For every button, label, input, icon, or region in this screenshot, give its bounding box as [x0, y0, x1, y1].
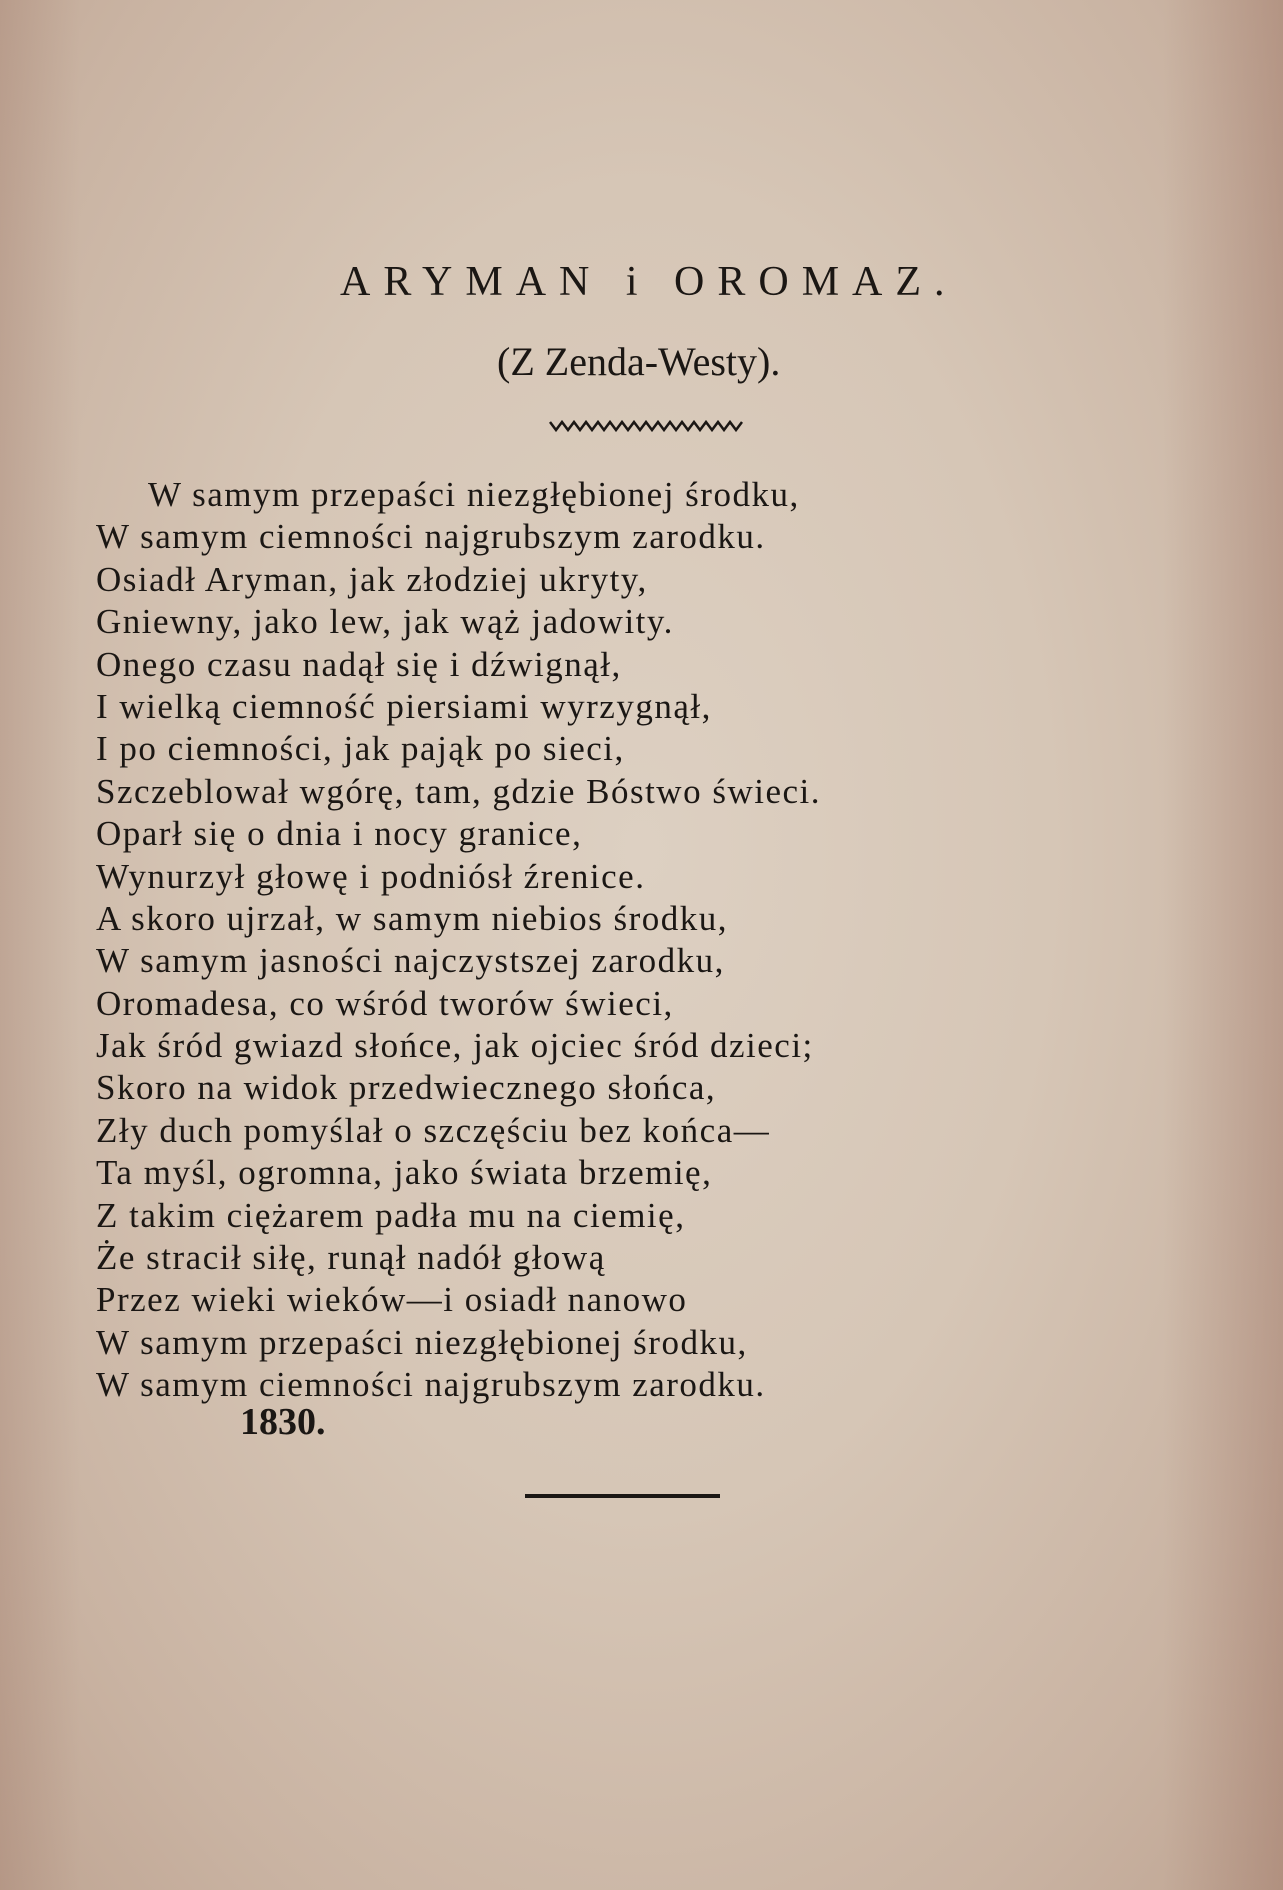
poem-line: Wynurzył głowę i podniósł źrenice. — [96, 856, 646, 896]
poem-line: Z takim ciężarem padła mu na ciemię, — [96, 1195, 686, 1235]
poem-line: Ta myśl, ogromna, jako świata brzemię, — [96, 1153, 713, 1193]
poem-title: ARYMAN i OROMAZ. — [340, 259, 958, 305]
poem-line: W samym jasności najczystszej zarodku, — [96, 941, 725, 981]
poem-line: I wielką ciemność piersiami wyrzygnął, — [96, 686, 712, 726]
poem-subtitle: (Z Zenda-Westy). — [497, 339, 781, 384]
closing-rule — [525, 1494, 720, 1498]
poem-line: Jak śród gwiazd słońce, jak ojciec śród dzieci; — [96, 1026, 814, 1066]
poem-line: W samym ciemności najgrubszym zarodku. — [96, 517, 766, 557]
wavy-ornament — [548, 414, 748, 436]
poem-line: W samym ciemności najgrubszym zarodku. — [96, 1365, 766, 1405]
poem-line: Gniewny, jako lew, jak wąż jadowity. — [96, 602, 674, 642]
poem-line: Onego czasu nadął się i dźwignął, — [96, 644, 622, 684]
poem-line: Zły duch pomyślał o szczęściu bez końca— — [96, 1110, 771, 1150]
poem-line: Przez wieki wieków—i osiadł nanowo — [96, 1280, 688, 1320]
poem-line: Że stracił siłę, runął nadół głową — [96, 1238, 606, 1278]
poem-line: Osiadł Aryman, jak złodziej ukryty, — [96, 559, 648, 599]
poem-line: Skoro na widok przedwiecznego słońca, — [96, 1068, 717, 1108]
poem-line: I po ciemności, jak pająk po sieci, — [96, 729, 625, 769]
page-shadow-left — [0, 0, 80, 1890]
poem-body — [96, 474, 1196, 1407]
poem-line: Oromadesa, co wśród tworów świeci, — [96, 983, 674, 1023]
poem-line: Szczeblował wgórę, tam, gdzie Bóstwo świeci. — [96, 771, 821, 811]
poem-year: 1830. — [240, 1401, 326, 1443]
poem-line: W samym przepaści niezgłębionej środku, — [96, 1322, 748, 1362]
poem-line: Oparł się o dnia i nocy granice, — [96, 814, 583, 854]
poem-line: A skoro ujrzał, w samym niebios środku, — [96, 898, 729, 938]
poem-line: W samym przepaści niezgłębionej środku, — [148, 475, 800, 514]
